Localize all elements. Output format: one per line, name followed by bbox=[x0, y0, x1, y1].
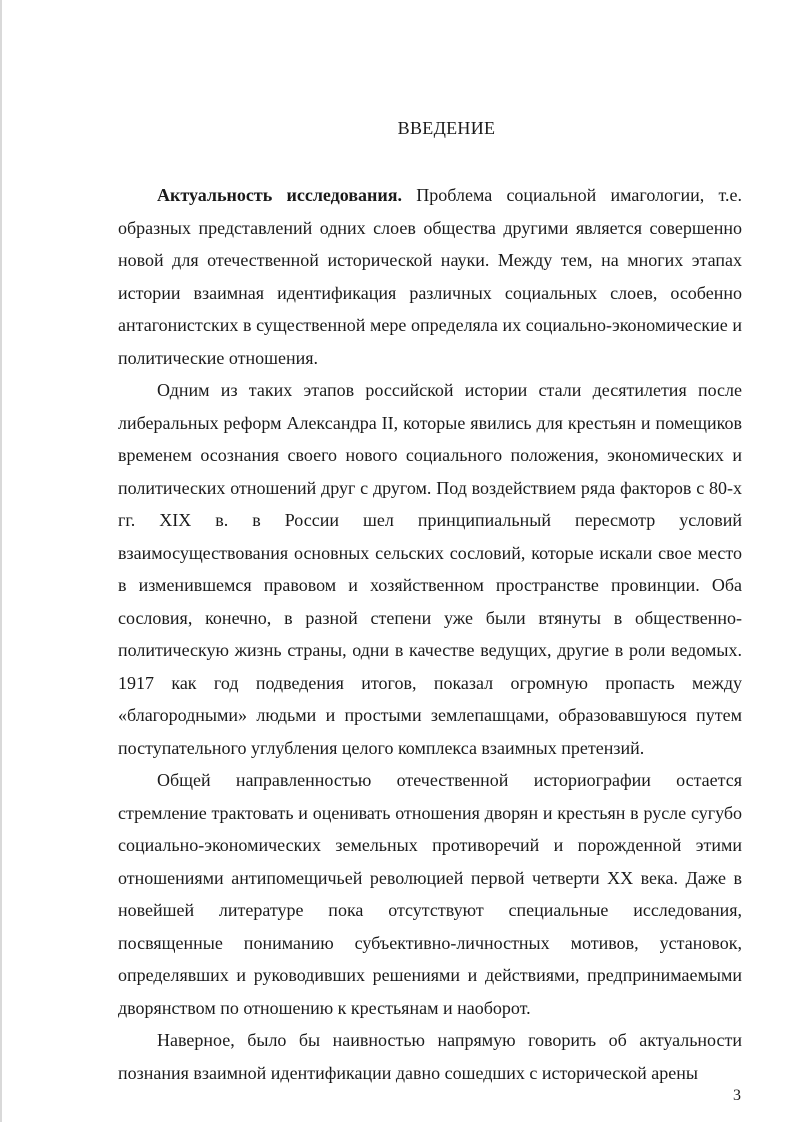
paragraph-relevance bbox=[118, 179, 742, 374]
page-left-edge bbox=[0, 0, 2, 1122]
section-heading: ВВЕДЕНИЕ bbox=[397, 118, 496, 138]
body-text bbox=[118, 179, 742, 1089]
paragraph-lead: Актуальность исследования. bbox=[157, 185, 403, 205]
paragraph-text: Проблема социальной имагологии, т.е. образных представлений одних слоев общества другими является совершенно новой для отечественной исторической науки. Между тем, на многих этапах истории взаимная идентификация различных социальных слоев, особенно антагонистских в существенной мере определяла их социально-экономические и политические отношения. bbox=[118, 185, 742, 368]
page-number: 3 bbox=[733, 1087, 741, 1104]
paragraph-reforms: Одним из таких этапов российской истории стали десятилетия после либеральных реформ Александра II, которые явились для крестьян и помещиков временем осознания своего нового социального положения, экономических и политических отношений друг с другом. Под воздействием ряда факторов с 80-х гг. XIX в. в России шел принципиальный пересмотр условий взаимосуществования основных сельских сословий, которые искали свое место в изменившемся правовом и хозяйственном пространстве провинции. Оба сословия, конечно, в разной степени уже были втянуты в общественно-политическую жизнь страны, одни в качестве ведущих, другие в роли ведомых. 1917 как год подведения итогов, показал огромную пропасть между «благородными» людьми и простыми землепашцами, образовавшуюся путем поступательного углубления целого комплекса взаимных претензий. bbox=[118, 380, 742, 758]
paragraph-historiography: Общей направленностью отечественной историографии остается стремление трактовать и оценивать отношения дворян и крестьян в русле сугубо социально-экономических земельных противоречий и порожденной этими отношениями антипомещичьей революцией первой четверти XX века. Даже в новейшей литературе пока отсутствуют специальные исследования, посвященные пониманию субъективно-личностных мотивов, установок, определявших и руководивших решениями и действиями, предпринимаемыми дворянством по отношению к крестьянам и наоборот. bbox=[118, 770, 742, 1018]
paragraph-naivety: Наверное, было бы наивностью напрямую говорить об актуальности познания взаимной идентификации давно сошедших с исторической арены bbox=[118, 1030, 742, 1083]
